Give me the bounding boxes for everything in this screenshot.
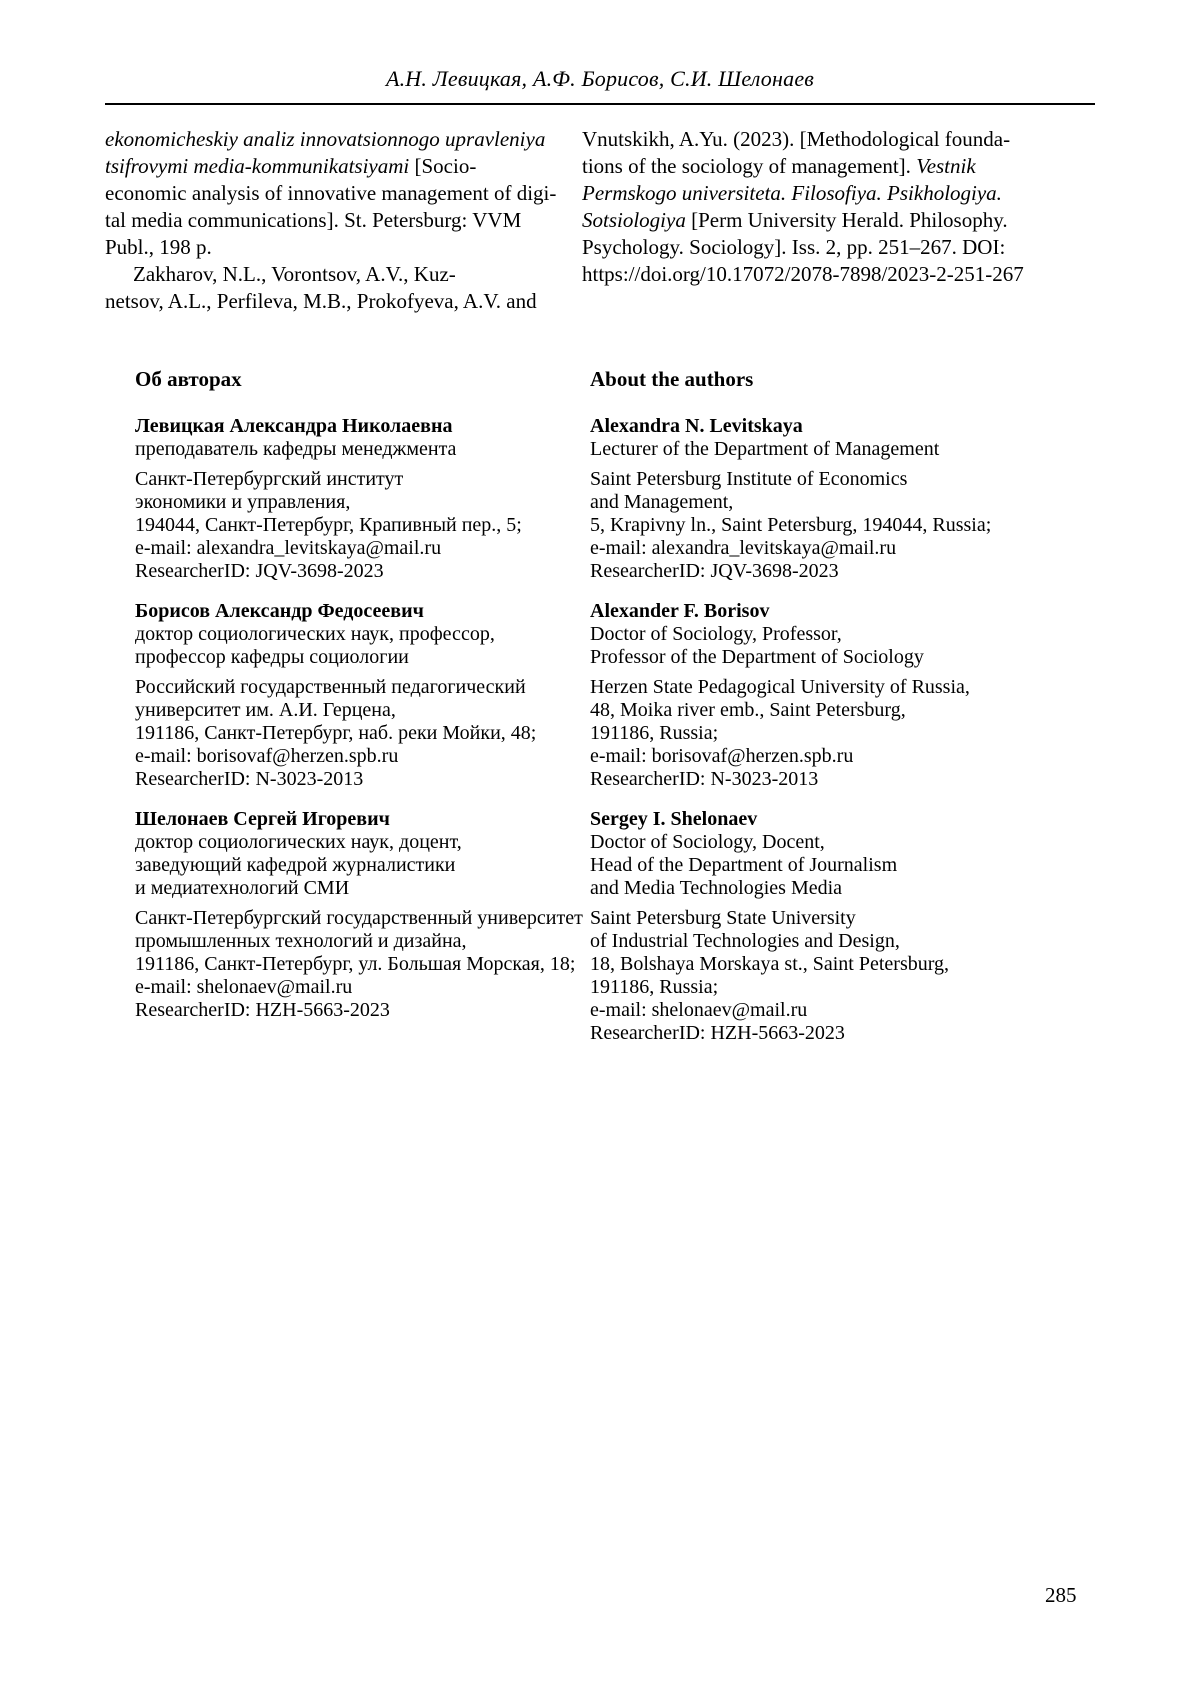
author-role: and Media Technologies Media xyxy=(590,877,843,899)
author-role: Doctor of Sociology, Professor, xyxy=(590,623,842,645)
affiliation-line: 18, Bolshaya Morskaya st., Saint Petersburg, xyxy=(590,953,950,975)
author-affiliation xyxy=(135,676,600,791)
reference-text-segment: tsifrovymi media-kommunikatsiyami xyxy=(105,154,410,178)
author-block xyxy=(135,600,600,791)
affiliation-line: 191186, Russia; xyxy=(590,976,719,998)
reference-text-segment: ekonomicheskiy analiz innovatsionnogo upravleniya xyxy=(105,127,546,151)
reference-text-segment: https://doi.org/10.17072/2078-7898/2023-2-251-267 xyxy=(582,262,1024,286)
author-affiliation xyxy=(590,676,1090,791)
affiliation-line: 194044, Санкт-Петербург, Крапивный пер., 5; xyxy=(135,514,522,536)
reference-line xyxy=(582,180,1100,207)
reference-line xyxy=(105,288,577,315)
affiliation-line: ResearcherID: JQV-3698-2023 xyxy=(135,560,384,582)
references-right-column xyxy=(582,126,1100,288)
author-role: профессор кафедры социологии xyxy=(135,646,409,668)
affiliation-line: e-mail: borisovaf@herzen.spb.ru xyxy=(135,745,399,767)
affiliation-line: e-mail: alexandra_levitskaya@mail.ru xyxy=(590,537,897,559)
author-role: Lecturer of the Department of Management xyxy=(590,438,940,460)
author-block xyxy=(590,415,1090,583)
header-rule xyxy=(105,103,1095,105)
authors-list-en xyxy=(590,415,1090,1045)
author-name: Alexander F. Borisov xyxy=(590,600,770,622)
author-name: Шелонаев Сергей Игоревич xyxy=(135,808,390,830)
affiliation-line: Saint Petersburg State University xyxy=(590,907,856,929)
reference-text-segment: Psychology. Sociology]. Iss. 2, pp. 251–267. DOI: xyxy=(582,235,1006,259)
affiliation-line: Saint Petersburg Institute of Economics xyxy=(590,468,908,490)
author-block xyxy=(590,600,1090,791)
affiliation-line: 48, Moika river emb., Saint Petersburg, xyxy=(590,699,906,721)
about-heading-ru: Об авторах xyxy=(135,367,242,391)
affiliation-line: ResearcherID: N-3023-2013 xyxy=(590,768,819,790)
author-block xyxy=(590,808,1090,1045)
affiliation-line: промышленных технологий и дизайна, xyxy=(135,930,467,952)
author-name: Борисов Александр Федосеевич xyxy=(135,600,424,622)
author-role: Doctor of Sociology, Docent, xyxy=(590,831,825,853)
affiliation-line: e-mail: alexandra_levitskaya@mail.ru xyxy=(135,537,442,559)
affiliation-line: 5, Krapivny ln., Saint Petersburg, 194044, Russia; xyxy=(590,514,992,536)
affiliation-line: Санкт-Петербургский институт xyxy=(135,468,404,490)
affiliation-line: e-mail: shelonaev@mail.ru xyxy=(135,976,353,998)
author-role: доктор социологических наук, доцент, xyxy=(135,831,462,853)
author-block xyxy=(135,808,600,1022)
affiliation-line: 191186, Russia; xyxy=(590,722,719,744)
running-head: А.Н. Левицкая, А.Ф. Борисов, С.И. Шелонаев xyxy=(385,66,815,91)
affiliation-line: Herzen State Pedagogical University of Russia, xyxy=(590,676,970,698)
reference-text-segment: [Perm University Herald. Philosophy. xyxy=(685,208,1008,232)
author-affiliation xyxy=(135,907,600,1022)
about-authors-en-section xyxy=(590,366,1090,1062)
author-role: Professor of the Department of Sociology xyxy=(590,646,924,668)
author-affiliation xyxy=(590,468,1090,583)
authors-list-ru xyxy=(135,415,600,1022)
reference-text-segment: Publ., 198 p. xyxy=(105,235,212,259)
affiliation-line: ResearcherID: JQV-3698-2023 xyxy=(590,560,839,582)
reference-line xyxy=(582,234,1100,261)
author-role: заведующий кафедрой журналистики xyxy=(135,854,456,876)
reference-text-segment: [Socio- xyxy=(409,154,477,178)
reference-line xyxy=(582,207,1100,234)
affiliation-line: Санкт-Петербургский государственный университет xyxy=(135,907,583,929)
author-affiliation xyxy=(135,468,600,583)
affiliation-line: Российский государственный педагогический xyxy=(135,676,526,698)
reference-line xyxy=(582,126,1100,153)
author-role: Head of the Department of Journalism xyxy=(590,854,898,876)
author-affiliation xyxy=(590,907,1090,1045)
reference-text-segment: Permskogo universiteta. Filosofiya. Psikhologiya. xyxy=(582,181,1002,205)
reference-line xyxy=(105,180,577,207)
reference-text-segment: Zakharov, N.L., Vorontsov, A.V., Kuz- xyxy=(133,262,456,286)
affiliation-line: ResearcherID: HZH-5663-2023 xyxy=(135,999,390,1021)
reference-text-segment: Vestnik xyxy=(916,154,976,178)
reference-line xyxy=(582,153,1100,180)
references-left-column xyxy=(105,126,577,315)
reference-line xyxy=(105,234,577,261)
author-role: и медиатехнологий СМИ xyxy=(135,877,350,899)
affiliation-line: e-mail: borisovaf@herzen.spb.ru xyxy=(590,745,854,767)
author-name: Alexandra N. Levitskaya xyxy=(590,415,803,437)
affiliation-line: e-mail: shelonaev@mail.ru xyxy=(590,999,808,1021)
about-heading-en: About the authors xyxy=(590,367,754,391)
reference-text-segment: tions of the sociology of management]. xyxy=(582,154,917,178)
reference-line xyxy=(105,261,577,288)
affiliation-line: экономики и управления, xyxy=(135,491,351,513)
author-name: Левицкая Александра Николаевна xyxy=(135,415,453,437)
reference-text-segment: netsov, A.L., Perfileva, M.B., Prokofyeva, A.V. and xyxy=(105,289,537,313)
reference-text-segment: Sotsiologiya xyxy=(582,208,686,232)
reference-line xyxy=(105,153,577,180)
affiliation-line: of Industrial Technologies and Design, xyxy=(590,930,900,952)
reference-text-segment: tal media communications]. St. Petersburg: VVM xyxy=(105,208,522,232)
page-number: 285 xyxy=(1045,1583,1077,1607)
reference-text-segment: Vnutskikh, A.Yu. (2023). [Methodological founda- xyxy=(582,127,1011,151)
author-role: доктор социологических наук, профессор, xyxy=(135,623,495,645)
reference-line xyxy=(105,126,577,153)
author-block xyxy=(135,415,600,583)
affiliation-line: and Management, xyxy=(590,491,734,513)
affiliation-line: 191186, Санкт-Петербург, наб. реки Мойки, 48; xyxy=(135,722,537,744)
reference-text-segment: economic analysis of innovative management of digi- xyxy=(105,181,557,205)
affiliation-line: ResearcherID: N-3023-2013 xyxy=(135,768,364,790)
about-authors-ru-section xyxy=(135,366,600,1039)
reference-line xyxy=(105,207,577,234)
author-role: преподаватель кафедры менеджмента xyxy=(135,438,457,460)
author-name: Sergey I. Shelonaev xyxy=(590,808,758,830)
affiliation-line: 191186, Санкт-Петербург, ул. Большая Морская, 18; xyxy=(135,953,576,975)
affiliation-line: университет им. А.И. Герцена, xyxy=(135,699,396,721)
affiliation-line: ResearcherID: HZH-5663-2023 xyxy=(590,1022,845,1044)
reference-line xyxy=(582,261,1100,288)
